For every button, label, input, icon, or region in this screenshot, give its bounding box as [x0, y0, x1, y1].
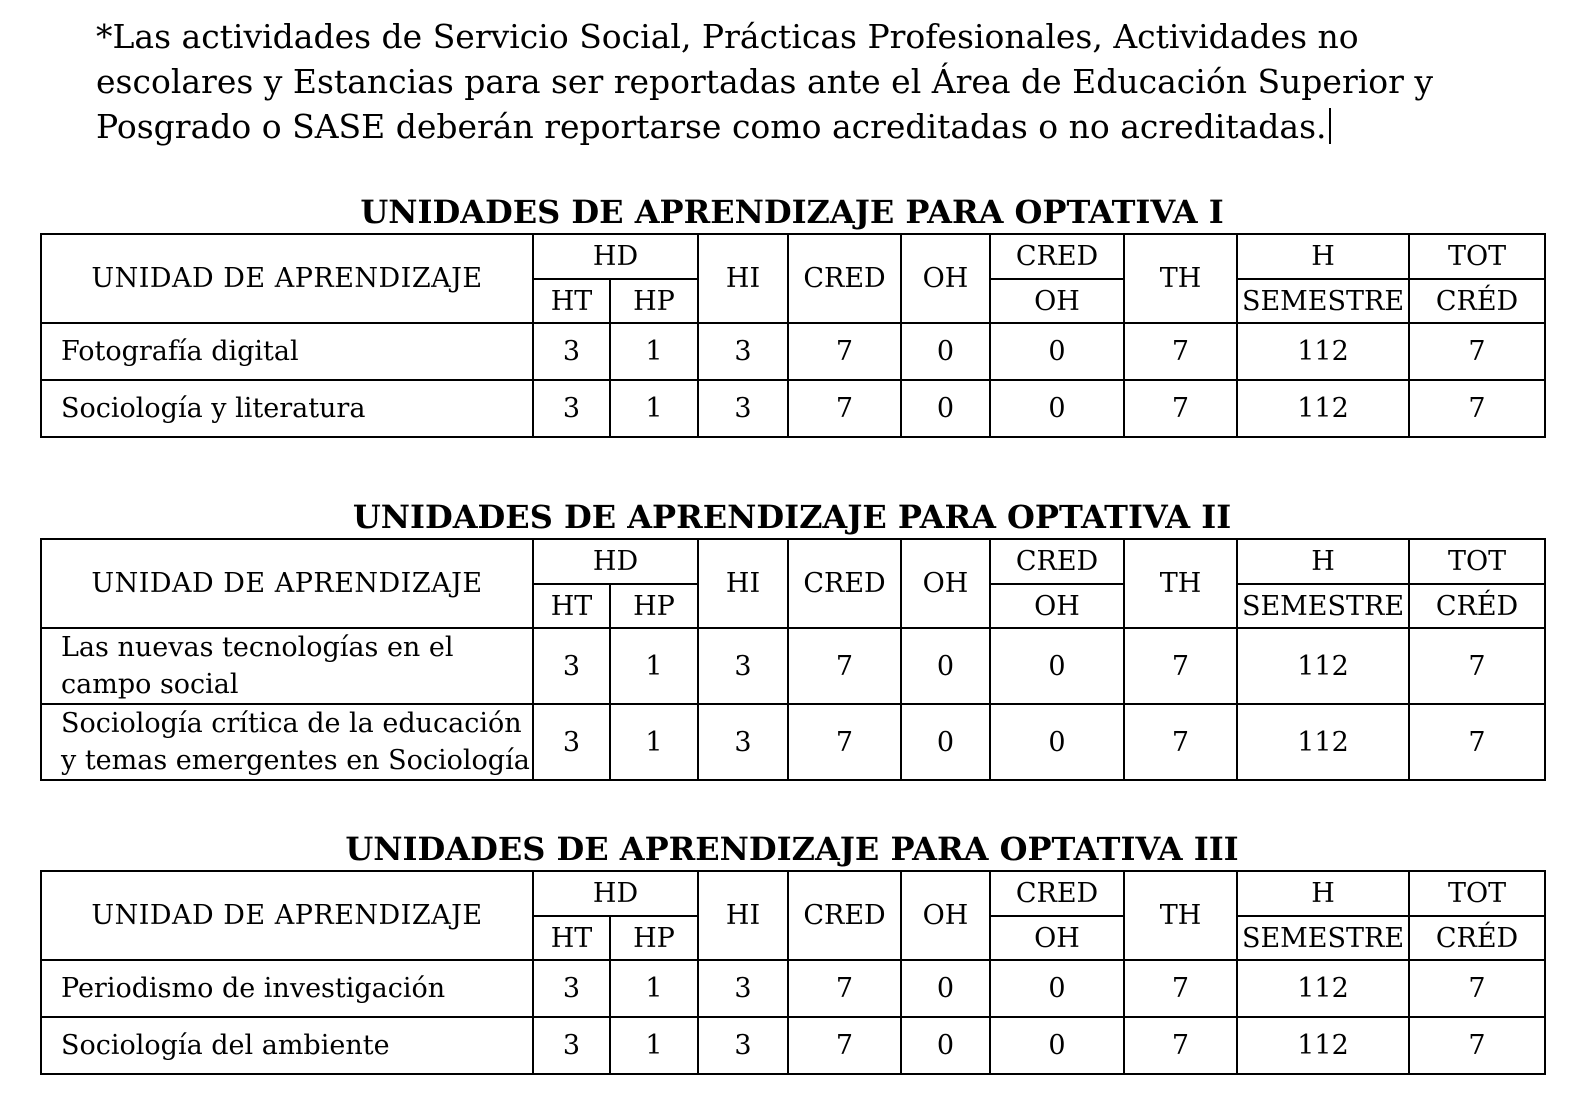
col-header-cred-oh-bottom: OH [990, 584, 1124, 628]
col-header-hp: HP [610, 279, 698, 323]
col-header-th: TH [1124, 539, 1237, 628]
col-header-cred-oh-top: CRED [990, 234, 1124, 279]
activities-note [96, 14, 1516, 149]
cell-tot-cred: 7 [1409, 960, 1545, 1017]
cell-ht: 3 [533, 960, 610, 1017]
cell-hp: 1 [610, 628, 698, 704]
col-header-hd: HD [533, 539, 698, 584]
col-header-tot-bottom: CRÉD [1409, 916, 1545, 960]
table-row [41, 628, 1545, 704]
cell-th: 7 [1124, 628, 1237, 704]
cell-hi: 3 [698, 380, 788, 437]
units-table-optativa-3 [40, 870, 1546, 1075]
unit-name: Sociología crítica de la educación y temas emergentes en Sociología [41, 704, 533, 780]
col-header-h-sem-top: H [1237, 234, 1409, 279]
col-header-ht: HT [533, 279, 610, 323]
col-header-tot-top: TOT [1409, 234, 1545, 279]
cell-tot-cred: 7 [1409, 1017, 1545, 1074]
table-row [41, 704, 1545, 780]
cell-ht: 3 [533, 380, 610, 437]
col-header-hi: HI [698, 234, 788, 323]
col-header-tot-top: TOT [1409, 871, 1545, 916]
header-row-top [41, 234, 1545, 279]
cell-th: 7 [1124, 960, 1237, 1017]
table-row [41, 1017, 1545, 1074]
cell-cred-oh: 0 [990, 704, 1124, 780]
cell-h-semestre: 112 [1237, 960, 1409, 1017]
col-header-hd: HD [533, 871, 698, 916]
col-header-cred-oh-bottom: OH [990, 279, 1124, 323]
unit-name: Las nuevas tecnologías en el campo social [41, 628, 533, 704]
col-header-th: TH [1124, 234, 1237, 323]
col-header-hd: HD [533, 234, 698, 279]
cell-tot-cred: 7 [1409, 380, 1545, 437]
cell-hi: 3 [698, 1017, 788, 1074]
section-title-optativa-1: UNIDADES DE APRENDIZAJE PARA OPTATIVA I [360, 193, 1224, 231]
cell-ht: 3 [533, 1017, 610, 1074]
cell-hi: 3 [698, 960, 788, 1017]
col-header-h-sem-top: H [1237, 871, 1409, 916]
cell-oh: 0 [901, 704, 990, 780]
cell-th: 7 [1124, 704, 1237, 780]
cell-cred: 7 [788, 628, 901, 704]
col-header-cred: CRED [788, 539, 901, 628]
header-row-top [41, 871, 1545, 916]
col-header-hp: HP [610, 916, 698, 960]
cell-ht: 3 [533, 323, 610, 380]
col-header-h-sem-top: H [1237, 539, 1409, 584]
col-header-unit: UNIDAD DE APRENDIZAJE [41, 234, 533, 323]
table-row [41, 960, 1545, 1017]
col-header-th: TH [1124, 871, 1237, 960]
units-table-optativa-1 [40, 233, 1546, 438]
cell-ht: 3 [533, 704, 610, 780]
cell-tot-cred: 7 [1409, 704, 1545, 780]
cell-th: 7 [1124, 380, 1237, 437]
cell-oh: 0 [901, 1017, 990, 1074]
cell-hp: 1 [610, 323, 698, 380]
col-header-tot-top: TOT [1409, 539, 1545, 584]
cell-h-semestre: 112 [1237, 380, 1409, 437]
col-header-h-sem-bottom: SEMESTRE [1237, 584, 1409, 628]
table-row [41, 380, 1545, 437]
cell-cred: 7 [788, 960, 901, 1017]
col-header-h-sem-bottom: SEMESTRE [1237, 279, 1409, 323]
unit-name: Fotografía digital [41, 323, 533, 380]
unit-name: Sociología del ambiente [41, 1017, 533, 1074]
cell-cred: 7 [788, 323, 901, 380]
cell-oh: 0 [901, 323, 990, 380]
cell-cred-oh: 0 [990, 628, 1124, 704]
cell-h-semestre: 112 [1237, 1017, 1409, 1074]
cell-th: 7 [1124, 1017, 1237, 1074]
col-header-cred: CRED [788, 234, 901, 323]
cell-oh: 0 [901, 380, 990, 437]
cell-hi: 3 [698, 628, 788, 704]
section-title-optativa-3: UNIDADES DE APRENDIZAJE PARA OPTATIVA III [345, 830, 1239, 868]
col-header-ht: HT [533, 916, 610, 960]
section-title-optativa-2: UNIDADES DE APRENDIZAJE PARA OPTATIVA II [352, 498, 1232, 536]
col-header-cred-oh-top: CRED [990, 539, 1124, 584]
unit-name: Sociología y literatura [41, 380, 533, 437]
cell-cred-oh: 0 [990, 1017, 1124, 1074]
cell-hp: 1 [610, 380, 698, 437]
cell-hp: 1 [610, 960, 698, 1017]
col-header-h-sem-bottom: SEMESTRE [1237, 916, 1409, 960]
cell-tot-cred: 7 [1409, 628, 1545, 704]
cell-cred-oh: 0 [990, 323, 1124, 380]
col-header-hi: HI [698, 871, 788, 960]
col-header-ht: HT [533, 584, 610, 628]
cell-oh: 0 [901, 628, 990, 704]
cell-cred-oh: 0 [990, 960, 1124, 1017]
col-header-unit: UNIDAD DE APRENDIZAJE [41, 871, 533, 960]
col-header-unit: UNIDAD DE APRENDIZAJE [41, 539, 533, 628]
cell-oh: 0 [901, 960, 990, 1017]
cell-hp: 1 [610, 1017, 698, 1074]
cell-cred: 7 [788, 704, 901, 780]
cell-tot-cred: 7 [1409, 323, 1545, 380]
col-header-oh: OH [901, 234, 990, 323]
col-header-oh: OH [901, 539, 990, 628]
col-header-hp: HP [610, 584, 698, 628]
col-header-cred-oh-bottom: OH [990, 916, 1124, 960]
cell-h-semestre: 112 [1237, 704, 1409, 780]
header-row-top [41, 539, 1545, 584]
cell-ht: 3 [533, 628, 610, 704]
cell-cred: 7 [788, 380, 901, 437]
cell-hp: 1 [610, 704, 698, 780]
cell-cred-oh: 0 [990, 380, 1124, 437]
note-text: *Las actividades de Servicio Social, Prácticas Profesionales, Actividades no escolares y Estancias para ser reportadas ante el Área de Educación Superior y Posgrado o SASE deberán reportarse como acreditadas o no acreditadas. [96, 17, 1434, 146]
col-header-hi: HI [698, 539, 788, 628]
col-header-tot-bottom: CRÉD [1409, 584, 1545, 628]
cell-h-semestre: 112 [1237, 323, 1409, 380]
col-header-tot-bottom: CRÉD [1409, 279, 1545, 323]
col-header-cred: CRED [788, 871, 901, 960]
table-row [41, 323, 1545, 380]
cell-hi: 3 [698, 704, 788, 780]
unit-name: Periodismo de investigación [41, 960, 533, 1017]
units-table-optativa-2 [40, 538, 1546, 781]
cell-cred: 7 [788, 1017, 901, 1074]
cell-th: 7 [1124, 323, 1237, 380]
col-header-cred-oh-top: CRED [990, 871, 1124, 916]
cell-hi: 3 [698, 323, 788, 380]
col-header-oh: OH [901, 871, 990, 960]
text-cursor [1329, 108, 1331, 144]
cell-h-semestre: 112 [1237, 628, 1409, 704]
